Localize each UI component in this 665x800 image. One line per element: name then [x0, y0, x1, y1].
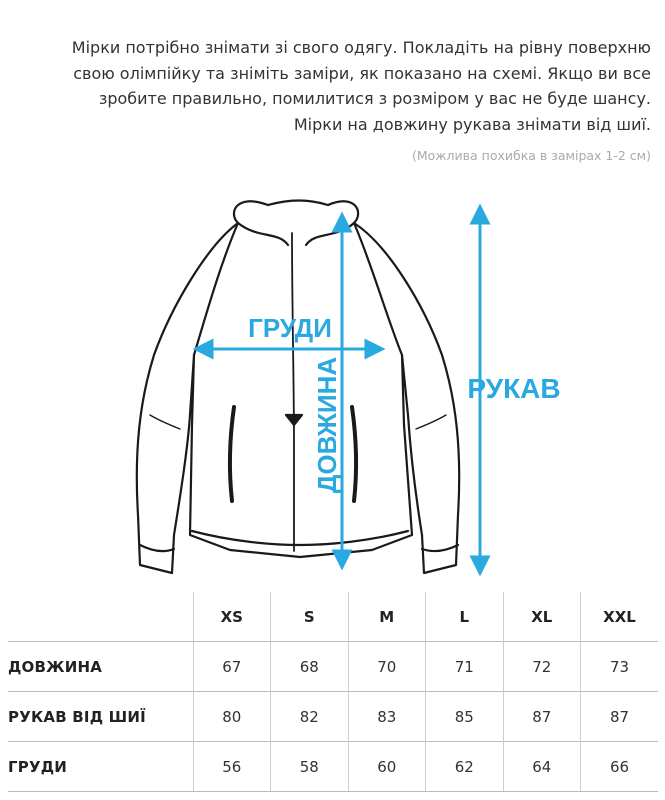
- size-header: S: [271, 592, 349, 642]
- instructions-line: Мірки на довжину рукава знімати від шиї.: [293, 114, 651, 134]
- instructions-line: зробите правильно, помилитися з розміром у вас не буде шансу.: [98, 89, 651, 109]
- sleeve-label: РУКАВ: [467, 373, 561, 404]
- instructions-line: Мірки потрібно знімати зі свого одягу. Покладіть на рівну поверхню: [71, 38, 651, 57]
- table-cell: 71: [426, 642, 504, 692]
- table-cell: 87: [503, 692, 581, 742]
- row-label: РУКАВ ВІД ШИЇ: [8, 692, 193, 742]
- table-row: [8, 642, 658, 692]
- table-cell: 68: [271, 642, 349, 692]
- instructions-text: [11, 35, 651, 137]
- table-cell: 70: [348, 642, 426, 692]
- row-label: ГРУДИ: [8, 742, 193, 792]
- size-header: XS: [193, 592, 271, 642]
- table-cell: 83: [348, 692, 426, 742]
- length-label: ДОВЖИНА: [312, 356, 342, 494]
- table-row: [8, 692, 658, 742]
- size-chart-table: [8, 592, 658, 792]
- table-cell: 62: [426, 742, 504, 792]
- table-cell: 80: [193, 692, 271, 742]
- table-cell: 67: [193, 642, 271, 692]
- table-cell: 66: [581, 742, 659, 792]
- table-row: [8, 742, 658, 792]
- table-cell: 73: [581, 642, 659, 692]
- size-header: XL: [503, 592, 581, 642]
- chest-label: ГРУДИ: [248, 313, 332, 343]
- table-header-row: [8, 592, 658, 642]
- measurement-error-note: (Можлива похибка в замірах 1-2 см): [411, 148, 651, 163]
- instructions-line: свою олімпійку та зніміть заміри, як показано на схемі. Якщо ви все: [73, 63, 651, 83]
- table-cell: 56: [193, 742, 271, 792]
- size-header: M: [348, 592, 426, 642]
- table-cell: 58: [271, 742, 349, 792]
- measurement-diagram: [110, 185, 561, 585]
- size-header: XXL: [581, 592, 659, 642]
- size-header: L: [426, 592, 504, 642]
- table-cell: 64: [503, 742, 581, 792]
- table-cell: 72: [503, 642, 581, 692]
- table-cell: 87: [581, 692, 659, 742]
- table-cell: 82: [271, 692, 349, 742]
- jacket-outline-icon: [137, 201, 459, 574]
- table-cell: 60: [348, 742, 426, 792]
- table-corner-cell: [8, 592, 193, 642]
- table-cell: 85: [426, 692, 504, 742]
- row-label: ДОВЖИНА: [8, 642, 193, 692]
